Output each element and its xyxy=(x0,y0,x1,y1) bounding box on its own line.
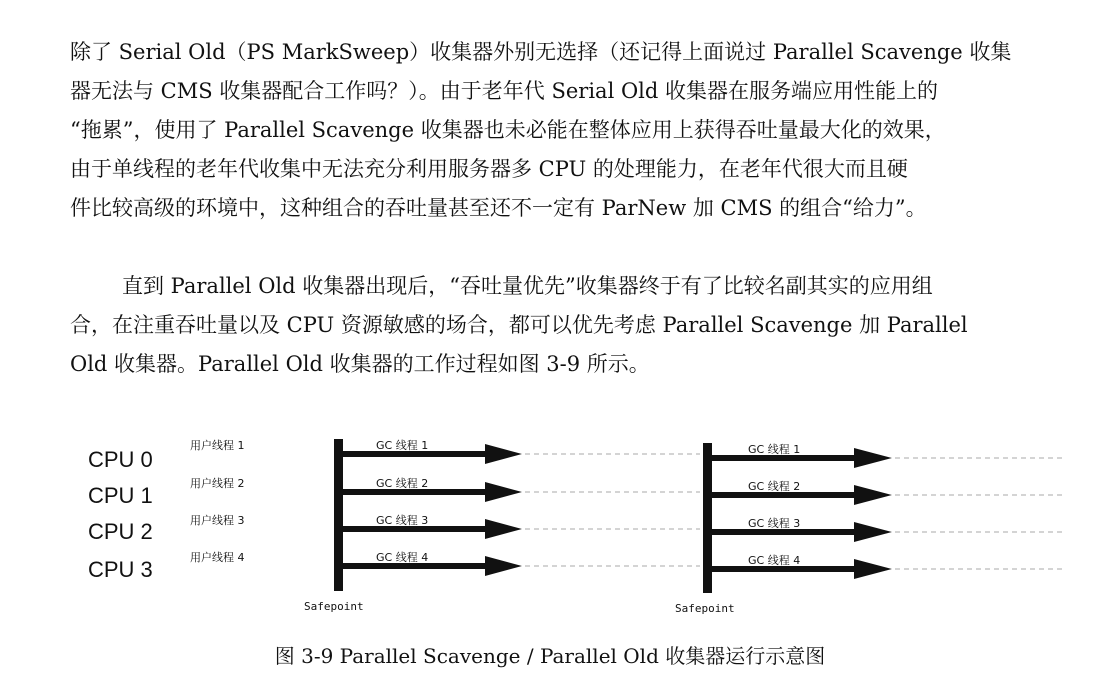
text-line: 除了 Serial Old（PS MarkSweep）收集器外别无选择（还记得上面说过 Parallel Scavenge 收集 xyxy=(70,40,1012,64)
text-line: “拖累”，使用了 Parallel Scavenge 收集器也未必能在整体应用上获得吞吐量最大化的效果， xyxy=(70,118,946,142)
safepoint-label: Safepoint xyxy=(304,600,364,613)
safepoint-bar xyxy=(334,439,343,591)
gc-thread-label: GC 线程 2 xyxy=(748,480,801,493)
user-thread-label: 用户线程 1 xyxy=(190,439,245,452)
safepoint-bar xyxy=(703,443,712,593)
gc-arrow xyxy=(343,519,522,539)
text-line: 由于单线程的老年代收集中无法充分利用服务器多 CPU 的处理能力，在老年代很大而且硬 xyxy=(70,157,908,181)
gc-thread-label: GC 线程 4 xyxy=(748,554,801,567)
gc-arrow xyxy=(712,522,892,542)
paragraph-2 xyxy=(70,267,1090,384)
safepoint-label: Safepoint xyxy=(675,602,735,615)
gc-arrow xyxy=(712,485,892,505)
gc-arrow xyxy=(343,482,522,502)
user-thread-label: 用户线程 4 xyxy=(190,551,245,564)
gc-thread-label: GC 线程 4 xyxy=(376,551,429,564)
text-line: 器无法与 CMS 收集器配合工作吗？）。由于老年代 Serial Old 收集器在服务端应用性能上的 xyxy=(70,79,939,103)
gc-arrow xyxy=(343,444,522,464)
gc-arrow xyxy=(712,448,892,468)
cpu-label: CPU 0 xyxy=(88,447,153,472)
gc-thread-label: GC 线程 1 xyxy=(748,443,801,456)
cpu-label: CPU 2 xyxy=(88,519,153,544)
gc-thread-label: GC 线程 2 xyxy=(376,477,429,490)
user-thread-label: 用户线程 2 xyxy=(190,477,245,490)
text-line: 合，在注重吞吐量以及 CPU 资源敏感的场合，都可以优先考虑 Parallel Scavenge 加 Parallel xyxy=(70,313,968,337)
text-line: 直到 Parallel Old 收集器出现后，“吞吐量优先”收集器终于有了比较名副其实的应用组 xyxy=(122,274,933,298)
cpu-label: CPU 3 xyxy=(88,557,153,582)
gc-arrow xyxy=(343,556,522,576)
gc-thread-label: GC 线程 1 xyxy=(376,439,429,452)
text-line: 件比较高级的环境中，这种组合的吞吐量甚至还不一定有 ParNew 加 CMS 的组合“给力”。 xyxy=(70,196,927,220)
gc-thread-label: GC 线程 3 xyxy=(376,514,429,527)
cpu-label: CPU 1 xyxy=(88,483,153,508)
paragraph-1 xyxy=(70,33,1090,228)
gc-thread-label: GC 线程 3 xyxy=(748,517,801,530)
text-line: Old 收集器。Parallel Old 收集器的工作过程如图 3-9 所示。 xyxy=(70,352,650,376)
figure-caption: 图 3-9 Parallel Scavenge / Parallel Old 收集器运行示意图 xyxy=(274,644,826,668)
gc-diagram xyxy=(0,425,1100,625)
gc-arrow xyxy=(712,559,892,579)
user-thread-label: 用户线程 3 xyxy=(190,514,245,527)
